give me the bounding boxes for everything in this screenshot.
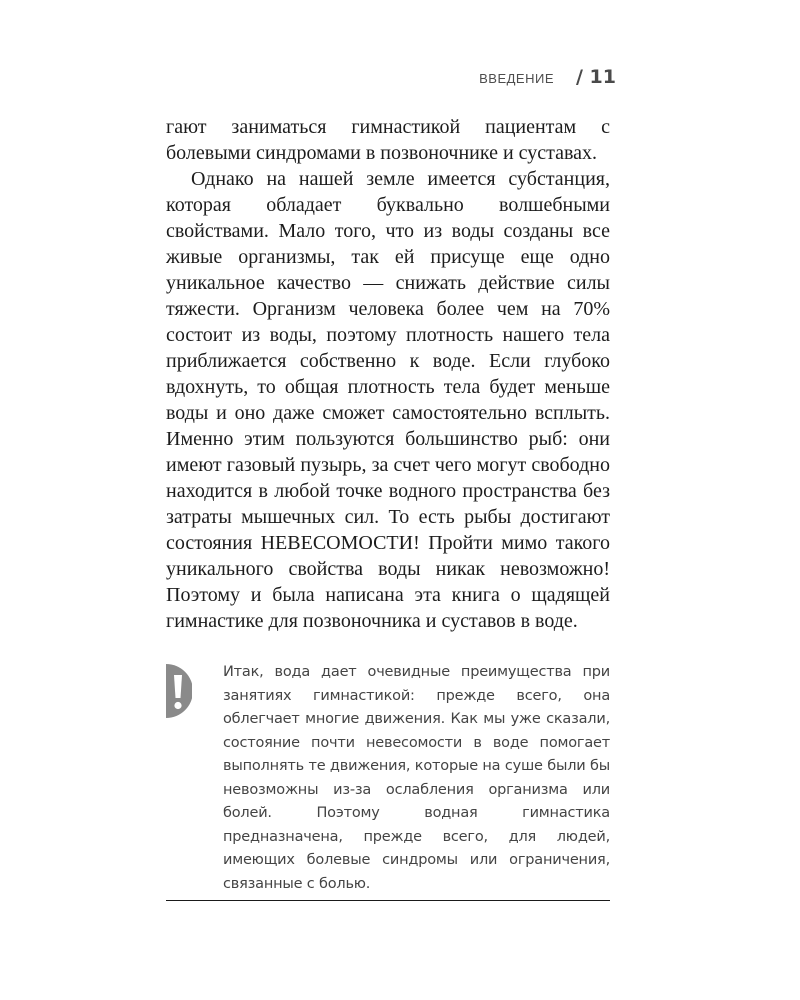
running-head — [420, 66, 616, 88]
paragraph: Однако на нашей земле имеется субстанция, которая обладает буквально волшебными свойствами. Мало того, что из воды созданы все живые организмы, так ей присуще еще одно уникальное качество — снижать действие силы тяжести. Организм человека более чем на 70% состоит из воды, поэтому плотность нашего тела приближается собственно к воде. Если глубоко вдохнуть, то общая плотность тела будет меньше воды и оно даже сможет самостоятельно всплыть. Именно этим пользуются большинство рыб: они имеют газовый пузырь, за счет чего могут свободно находится в любой точке водного пространства без затраты мышечных сил. То есть рыбы достигают состояния НЕВЕСОМОСТИ! Пройти мимо такого уникального свойства воды никак невозможно! Поэтому и была написана эта книга о щадящей гимнастике для позвоночника и суставов в воде. — [166, 168, 610, 632]
page-number: / 11 — [576, 66, 616, 88]
section-name: ВВЕДЕНИЕ — [479, 71, 554, 86]
body-text — [166, 114, 610, 634]
bottom-rule — [166, 900, 610, 901]
paragraph-continued: гают заниматься гимнастикой пациентам с болевыми синдромами в позвоночнике и суставах. — [166, 116, 610, 164]
note-text: Итак, вода дает очевидные преимущества при занятиях гимнастикой: прежде всего, она облегчает многие движения. Как мы уже сказали, состояние почти невесомости в воде помогает выполнять те движения, которые на суше были бы невозможны из-за ослабления организма или болей. Поэтому водная гимнастика предназначена, прежде всего, для людей, имеющих болевые синдромы или ограничения, связанные с болью. — [223, 664, 610, 892]
exclamation-icon — [166, 664, 192, 718]
